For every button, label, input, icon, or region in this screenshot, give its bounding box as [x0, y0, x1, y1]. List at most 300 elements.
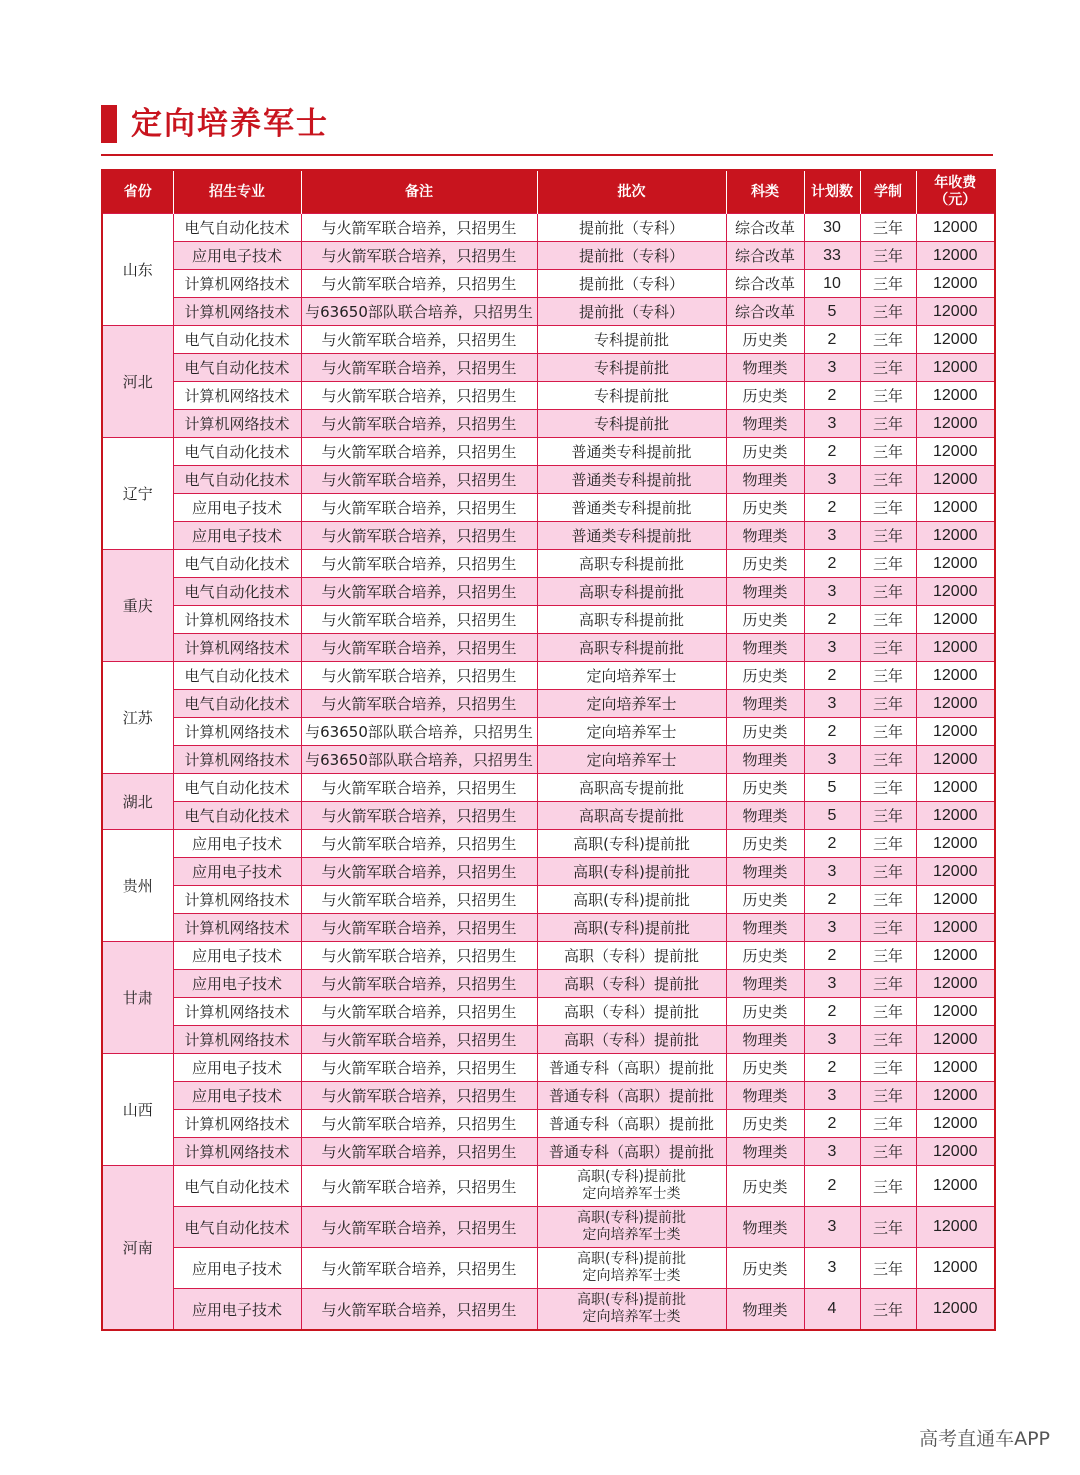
table-row: [102, 326, 995, 354]
annual-fee-cell: 12000: [916, 942, 995, 970]
annual-fee-cell: 12000: [916, 774, 995, 802]
major-cell: 应用电子技术: [173, 1082, 301, 1110]
annual-fee-cell: 12000: [916, 802, 995, 830]
title-text: 定向培养军士: [131, 106, 329, 142]
table-row: [102, 382, 995, 410]
duration-cell: 三年: [860, 214, 916, 242]
annual-fee-cell: 12000: [916, 746, 995, 774]
duration-cell: 三年: [860, 1026, 916, 1054]
remark-cell: 与火箭军联合培养，只招男生: [301, 214, 537, 242]
major-cell: 计算机网络技术: [173, 270, 301, 298]
table-row: [102, 970, 995, 998]
table-row: [102, 298, 995, 326]
batch-cell: 专科提前批: [537, 354, 726, 382]
annual-fee-cell: 12000: [916, 466, 995, 494]
plan-count-cell: 3: [804, 578, 860, 606]
major-cell: 电气自动化技术: [173, 1207, 301, 1248]
batch-cell: 高职专科提前批: [537, 634, 726, 662]
province-cell: 河南: [102, 1166, 173, 1331]
remark-cell: 与火箭军联合培养，只招男生: [301, 1026, 537, 1054]
major-cell: 电气自动化技术: [173, 438, 301, 466]
remark-cell: 与火箭军联合培养，只招男生: [301, 438, 537, 466]
table-row: [102, 1248, 995, 1289]
remark-cell: 与火箭军联合培养，只招男生: [301, 1289, 537, 1331]
remark-cell: 与火箭军联合培养，只招男生: [301, 942, 537, 970]
table-row: [102, 858, 995, 886]
major-cell: 应用电子技术: [173, 522, 301, 550]
table-row: [102, 718, 995, 746]
batch-cell: 专科提前批: [537, 410, 726, 438]
table-row: [102, 662, 995, 690]
table-row: [102, 494, 995, 522]
batch-cell: 提前批（专科）: [537, 242, 726, 270]
major-cell: 应用电子技术: [173, 970, 301, 998]
header-major: 招生专业: [173, 170, 301, 214]
plan-count-cell: 3: [804, 970, 860, 998]
annual-fee-cell: 12000: [916, 1054, 995, 1082]
annual-fee-cell: 12000: [916, 578, 995, 606]
remark-cell: 与火箭军联合培养，只招男生: [301, 690, 537, 718]
remark-cell: 与火箭军联合培养，只招男生: [301, 1207, 537, 1248]
major-cell: 计算机网络技术: [173, 886, 301, 914]
batch-cell: 高职（专科）提前批: [537, 970, 726, 998]
table-row: [102, 270, 995, 298]
annual-fee-cell: 12000: [916, 606, 995, 634]
annual-fee-cell: 12000: [916, 270, 995, 298]
category-cell: 历史类: [726, 1054, 804, 1082]
duration-cell: 三年: [860, 466, 916, 494]
remark-cell: 与火箭军联合培养，只招男生: [301, 354, 537, 382]
table-row: [102, 438, 995, 466]
province-cell: 江苏: [102, 662, 173, 774]
batch-cell: 高职（专科）提前批: [537, 998, 726, 1026]
plan-count-cell: 2: [804, 1110, 860, 1138]
duration-cell: 三年: [860, 690, 916, 718]
province-cell: 河北: [102, 326, 173, 438]
batch-cell: 提前批（专科）: [537, 214, 726, 242]
major-cell: 计算机网络技术: [173, 1110, 301, 1138]
remark-cell: 与火箭军联合培养，只招男生: [301, 774, 537, 802]
table-row: [102, 1289, 995, 1331]
plan-count-cell: 3: [804, 1207, 860, 1248]
remark-cell: 与火箭军联合培养，只招男生: [301, 1248, 537, 1289]
duration-cell: 三年: [860, 298, 916, 326]
major-cell: 计算机网络技术: [173, 998, 301, 1026]
category-cell: 物理类: [726, 914, 804, 942]
duration-cell: 三年: [860, 1138, 916, 1166]
annual-fee-cell: 12000: [916, 298, 995, 326]
province-cell: 辽宁: [102, 438, 173, 550]
remark-cell: 与火箭军联合培养，只招男生: [301, 522, 537, 550]
header-fee-line2: （元）: [934, 192, 977, 208]
major-cell: 电气自动化技术: [173, 774, 301, 802]
plan-count-cell: 2: [804, 494, 860, 522]
header-fee-line1: 年收费: [934, 175, 977, 191]
table-row: [102, 410, 995, 438]
plan-count-cell: 3: [804, 1082, 860, 1110]
batch-cell: 高职专科提前批: [537, 578, 726, 606]
remark-cell: 与火箭军联合培养，只招男生: [301, 802, 537, 830]
category-cell: 综合改革: [726, 214, 804, 242]
table-row: [102, 1138, 995, 1166]
category-cell: 历史类: [726, 326, 804, 354]
table-row: [102, 998, 995, 1026]
table-row: [102, 1026, 995, 1054]
province-cell: 湖北: [102, 774, 173, 830]
duration-cell: 三年: [860, 746, 916, 774]
annual-fee-cell: 12000: [916, 662, 995, 690]
duration-cell: 三年: [860, 942, 916, 970]
table-row: [102, 830, 995, 858]
table-row: [102, 942, 995, 970]
title-divider: [101, 154, 993, 156]
major-cell: 计算机网络技术: [173, 298, 301, 326]
table-row: [102, 578, 995, 606]
plan-count-cell: 33: [804, 242, 860, 270]
plan-count-cell: 2: [804, 830, 860, 858]
batch-cell: 高职专科提前批: [537, 606, 726, 634]
plan-count-cell: 5: [804, 802, 860, 830]
major-cell: 应用电子技术: [173, 242, 301, 270]
plan-count-cell: 3: [804, 1026, 860, 1054]
major-cell: 应用电子技术: [173, 1248, 301, 1289]
duration-cell: 三年: [860, 494, 916, 522]
table-row: [102, 802, 995, 830]
title-accent-bar: [101, 105, 117, 143]
plan-count-cell: 2: [804, 662, 860, 690]
remark-cell: 与火箭军联合培养，只招男生: [301, 466, 537, 494]
batch-cell: 高职高专提前批: [537, 774, 726, 802]
remark-cell: 与火箭军联合培养，只招男生: [301, 830, 537, 858]
category-cell: 物理类: [726, 354, 804, 382]
province-cell: 山西: [102, 1054, 173, 1166]
duration-cell: 三年: [860, 270, 916, 298]
duration-cell: 三年: [860, 606, 916, 634]
table-row: [102, 634, 995, 662]
major-cell: 电气自动化技术: [173, 690, 301, 718]
category-cell: 历史类: [726, 438, 804, 466]
header-remark: 备注: [301, 170, 537, 214]
duration-cell: 三年: [860, 662, 916, 690]
remark-cell: 与火箭军联合培养，只招男生: [301, 914, 537, 942]
remark-cell: 与火箭军联合培养，只招男生: [301, 326, 537, 354]
table-row: [102, 522, 995, 550]
annual-fee-cell: 12000: [916, 438, 995, 466]
remark-cell: 与火箭军联合培养，只招男生: [301, 382, 537, 410]
major-cell: 计算机网络技术: [173, 634, 301, 662]
batch-cell: 专科提前批: [537, 382, 726, 410]
plan-count-cell: 2: [804, 998, 860, 1026]
duration-cell: 三年: [860, 830, 916, 858]
annual-fee-cell: 12000: [916, 830, 995, 858]
major-cell: 计算机网络技术: [173, 718, 301, 746]
category-cell: 物理类: [726, 1289, 804, 1331]
annual-fee-cell: 12000: [916, 858, 995, 886]
remark-cell: 与火箭军联合培养，只招男生: [301, 494, 537, 522]
province-cell: 重庆: [102, 550, 173, 662]
category-cell: 物理类: [726, 858, 804, 886]
duration-cell: 三年: [860, 522, 916, 550]
header-batch: 批次: [537, 170, 726, 214]
annual-fee-cell: 12000: [916, 550, 995, 578]
major-cell: 计算机网络技术: [173, 410, 301, 438]
annual-fee-cell: 12000: [916, 1289, 995, 1331]
category-cell: 物理类: [726, 746, 804, 774]
duration-cell: 三年: [860, 438, 916, 466]
annual-fee-cell: 12000: [916, 1207, 995, 1248]
category-cell: 历史类: [726, 718, 804, 746]
duration-cell: 三年: [860, 886, 916, 914]
category-cell: 历史类: [726, 886, 804, 914]
table-row: [102, 466, 995, 494]
batch-cell: 高职（专科）提前批: [537, 942, 726, 970]
category-cell: 历史类: [726, 1166, 804, 1207]
category-cell: 物理类: [726, 802, 804, 830]
plan-count-cell: 2: [804, 718, 860, 746]
plan-count-cell: 3: [804, 690, 860, 718]
annual-fee-cell: 12000: [916, 634, 995, 662]
remark-cell: 与火箭军联合培养，只招男生: [301, 606, 537, 634]
major-cell: 计算机网络技术: [173, 1138, 301, 1166]
category-cell: 物理类: [726, 1207, 804, 1248]
annual-fee-cell: 12000: [916, 382, 995, 410]
major-cell: 计算机网络技术: [173, 606, 301, 634]
category-cell: 历史类: [726, 606, 804, 634]
category-cell: 综合改革: [726, 298, 804, 326]
major-cell: 应用电子技术: [173, 830, 301, 858]
annual-fee-cell: 12000: [916, 522, 995, 550]
major-cell: 电气自动化技术: [173, 466, 301, 494]
batch-cell: 定向培养军士: [537, 662, 726, 690]
major-cell: 应用电子技术: [173, 858, 301, 886]
category-cell: 历史类: [726, 774, 804, 802]
batch-cell: 提前批（专科）: [537, 270, 726, 298]
batch-cell: 普通专科（高职）提前批: [537, 1110, 726, 1138]
header-province: 省份: [102, 170, 173, 214]
plan-count-cell: 3: [804, 746, 860, 774]
duration-cell: 三年: [860, 242, 916, 270]
header-duration: 学制: [860, 170, 916, 214]
table-row: [102, 690, 995, 718]
annual-fee-cell: 12000: [916, 690, 995, 718]
remark-cell: 与火箭军联合培养，只招男生: [301, 270, 537, 298]
major-cell: 电气自动化技术: [173, 578, 301, 606]
major-cell: 计算机网络技术: [173, 382, 301, 410]
annual-fee-cell: 12000: [916, 998, 995, 1026]
category-cell: 综合改革: [726, 270, 804, 298]
table-row: [102, 1110, 995, 1138]
category-cell: 物理类: [726, 970, 804, 998]
category-cell: 物理类: [726, 410, 804, 438]
category-cell: 物理类: [726, 522, 804, 550]
province-cell: 贵州: [102, 830, 173, 942]
batch-cell: 普通类专科提前批: [537, 438, 726, 466]
plan-count-cell: 4: [804, 1289, 860, 1331]
table-row: [102, 1166, 995, 1207]
plan-count-cell: 2: [804, 1054, 860, 1082]
category-cell: 物理类: [726, 690, 804, 718]
plan-count-cell: 30: [804, 214, 860, 242]
header-category: 科类: [726, 170, 804, 214]
batch-cell: 高职(专科)提前批 定向培养军士类: [537, 1166, 726, 1207]
major-cell: 电气自动化技术: [173, 354, 301, 382]
duration-cell: 三年: [860, 382, 916, 410]
category-cell: 历史类: [726, 550, 804, 578]
category-cell: 物理类: [726, 634, 804, 662]
remark-cell: 与火箭军联合培养，只招男生: [301, 998, 537, 1026]
duration-cell: 三年: [860, 1207, 916, 1248]
remark-cell: 与火箭军联合培养，只招男生: [301, 634, 537, 662]
remark-cell: 与火箭军联合培养，只招男生: [301, 858, 537, 886]
annual-fee-cell: 12000: [916, 354, 995, 382]
plan-count-cell: 2: [804, 942, 860, 970]
annual-fee-cell: 12000: [916, 1138, 995, 1166]
plan-count-cell: 5: [804, 774, 860, 802]
category-cell: 物理类: [726, 1138, 804, 1166]
batch-cell: 定向培养军士: [537, 746, 726, 774]
annual-fee-cell: 12000: [916, 214, 995, 242]
duration-cell: 三年: [860, 1166, 916, 1207]
table-row: [102, 242, 995, 270]
plan-count-cell: 5: [804, 298, 860, 326]
annual-fee-cell: 12000: [916, 242, 995, 270]
batch-cell: 高职(专科)提前批 定向培养军士类: [537, 1207, 726, 1248]
plan-count-cell: 3: [804, 466, 860, 494]
annual-fee-cell: 12000: [916, 494, 995, 522]
plan-count-cell: 3: [804, 1248, 860, 1289]
header-plan-count: 计划数: [804, 170, 860, 214]
category-cell: 历史类: [726, 382, 804, 410]
batch-cell: 普通专科（高职）提前批: [537, 1082, 726, 1110]
batch-cell: 普通类专科提前批: [537, 494, 726, 522]
table-row: [102, 550, 995, 578]
batch-cell: 定向培养军士: [537, 690, 726, 718]
plan-count-cell: 3: [804, 410, 860, 438]
batch-cell: 普通专科（高职）提前批: [537, 1138, 726, 1166]
remark-cell: 与火箭军联合培养，只招男生: [301, 886, 537, 914]
duration-cell: 三年: [860, 634, 916, 662]
batch-cell: 高职(专科)提前批: [537, 886, 726, 914]
annual-fee-cell: 12000: [916, 1082, 995, 1110]
category-cell: 历史类: [726, 830, 804, 858]
batch-cell: 专科提前批: [537, 326, 726, 354]
remark-cell: 与火箭军联合培养，只招男生: [301, 1082, 537, 1110]
batch-cell: 高职(专科)提前批: [537, 914, 726, 942]
table-row: [102, 214, 995, 242]
category-cell: 物理类: [726, 1082, 804, 1110]
plan-count-cell: 2: [804, 326, 860, 354]
remark-cell: 与火箭军联合培养，只招男生: [301, 410, 537, 438]
table-row: [102, 1082, 995, 1110]
plan-count-cell: 3: [804, 858, 860, 886]
table-row: [102, 774, 995, 802]
duration-cell: 三年: [860, 718, 916, 746]
major-cell: 计算机网络技术: [173, 746, 301, 774]
annual-fee-cell: 12000: [916, 970, 995, 998]
duration-cell: 三年: [860, 1248, 916, 1289]
plan-count-cell: 3: [804, 634, 860, 662]
category-cell: 历史类: [726, 1248, 804, 1289]
category-cell: 物理类: [726, 466, 804, 494]
category-cell: 历史类: [726, 942, 804, 970]
batch-cell: 普通类专科提前批: [537, 466, 726, 494]
duration-cell: 三年: [860, 410, 916, 438]
annual-fee-cell: 12000: [916, 718, 995, 746]
remark-cell: 与63650部队联合培养，只招男生: [301, 298, 537, 326]
table-row: [102, 886, 995, 914]
batch-cell: 普通专科（高职）提前批: [537, 1054, 726, 1082]
plan-count-cell: 2: [804, 550, 860, 578]
plan-count-cell: 2: [804, 1166, 860, 1207]
major-cell: 应用电子技术: [173, 942, 301, 970]
table-row: [102, 1207, 995, 1248]
category-cell: 综合改革: [726, 242, 804, 270]
table-header-row: [102, 170, 995, 214]
annual-fee-cell: 12000: [916, 914, 995, 942]
plan-count-cell: 3: [804, 522, 860, 550]
major-cell: 应用电子技术: [173, 494, 301, 522]
major-cell: 电气自动化技术: [173, 214, 301, 242]
annual-fee-cell: 12000: [916, 1248, 995, 1289]
remark-cell: 与火箭军联合培养，只招男生: [301, 578, 537, 606]
remark-cell: 与火箭军联合培养，只招男生: [301, 550, 537, 578]
batch-cell: 普通类专科提前批: [537, 522, 726, 550]
table-row: [102, 606, 995, 634]
remark-cell: 与火箭军联合培养，只招男生: [301, 970, 537, 998]
duration-cell: 三年: [860, 550, 916, 578]
category-cell: 历史类: [726, 662, 804, 690]
table-row: [102, 746, 995, 774]
remark-cell: 与火箭军联合培养，只招男生: [301, 1138, 537, 1166]
annual-fee-cell: 12000: [916, 886, 995, 914]
annual-fee-cell: 12000: [916, 410, 995, 438]
remark-cell: 与火箭军联合培养，只招男生: [301, 1110, 537, 1138]
header-annual-fee: [916, 170, 995, 214]
remark-cell: 与火箭军联合培养，只招男生: [301, 1054, 537, 1082]
plan-count-cell: 2: [804, 886, 860, 914]
duration-cell: 三年: [860, 1054, 916, 1082]
duration-cell: 三年: [860, 578, 916, 606]
plan-count-cell: 2: [804, 606, 860, 634]
duration-cell: 三年: [860, 1289, 916, 1331]
category-cell: 历史类: [726, 998, 804, 1026]
major-cell: 电气自动化技术: [173, 1166, 301, 1207]
plan-count-cell: 2: [804, 382, 860, 410]
plan-count-cell: 3: [804, 1138, 860, 1166]
enrollment-table: [101, 169, 996, 1331]
duration-cell: 三年: [860, 774, 916, 802]
remark-cell: 与火箭军联合培养，只招男生: [301, 242, 537, 270]
major-cell: 电气自动化技术: [173, 802, 301, 830]
batch-cell: 定向培养军士: [537, 718, 726, 746]
table-row: [102, 1054, 995, 1082]
table-row: [102, 914, 995, 942]
major-cell: 应用电子技术: [173, 1054, 301, 1082]
batch-cell: 高职(专科)提前批 定向培养军士类: [537, 1248, 726, 1289]
duration-cell: 三年: [860, 858, 916, 886]
batch-cell: 高职(专科)提前批 定向培养军士类: [537, 1289, 726, 1331]
duration-cell: 三年: [860, 802, 916, 830]
batch-cell: 提前批（专科）: [537, 298, 726, 326]
remark-cell: 与火箭军联合培养，只招男生: [301, 1166, 537, 1207]
major-cell: 电气自动化技术: [173, 326, 301, 354]
major-cell: 计算机网络技术: [173, 1026, 301, 1054]
category-cell: 物理类: [726, 1026, 804, 1054]
batch-cell: 高职专科提前批: [537, 550, 726, 578]
remark-cell: 与火箭军联合培养，只招男生: [301, 662, 537, 690]
batch-cell: 高职高专提前批: [537, 802, 726, 830]
annual-fee-cell: 12000: [916, 326, 995, 354]
